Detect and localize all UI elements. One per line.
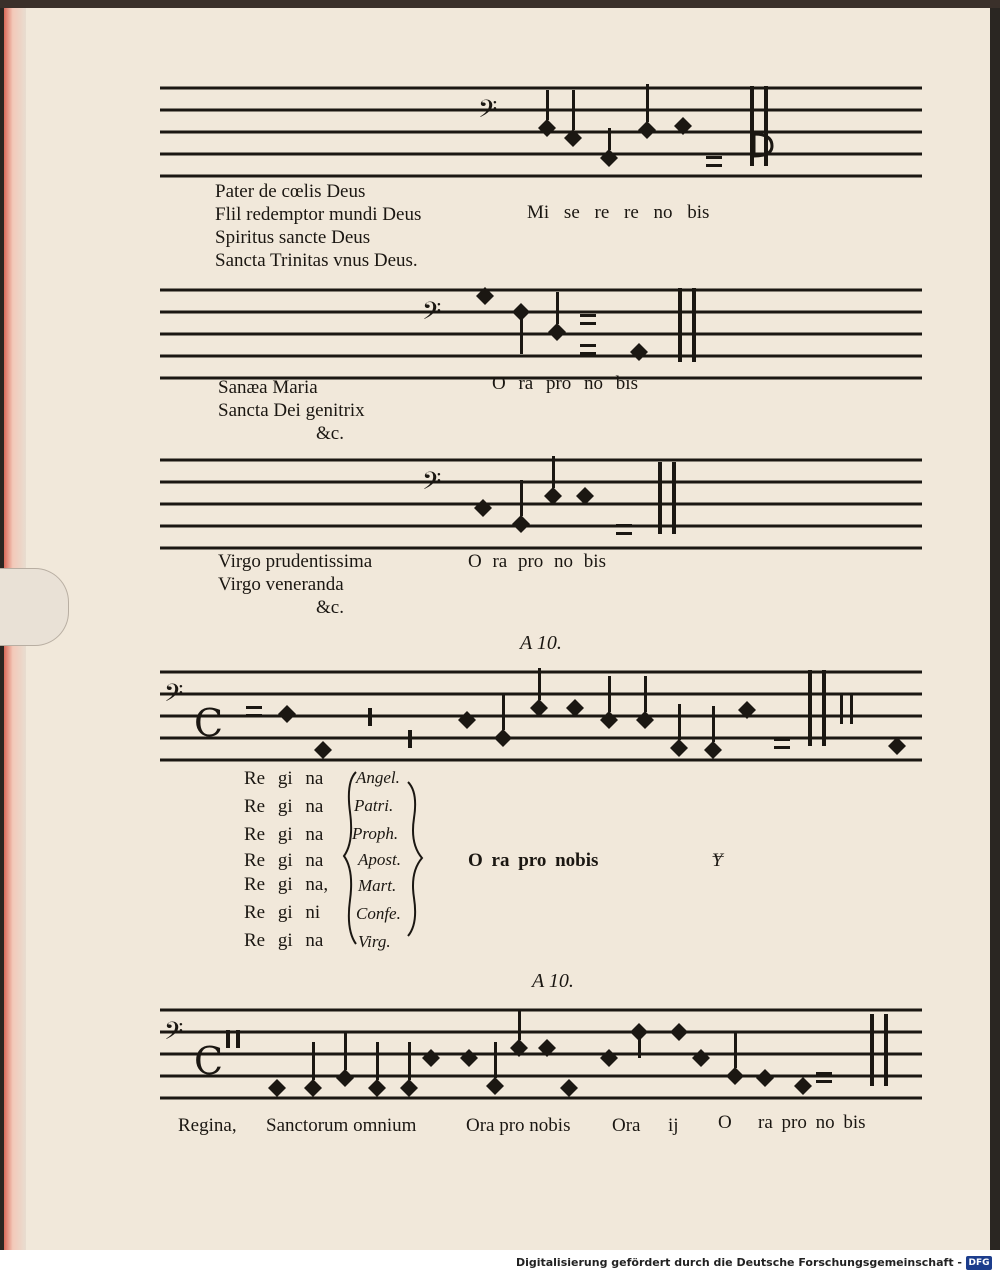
footer-credit: Digitalisierung gefördert durch die Deutsche Forschungsgemeinschaft - — [515, 1256, 962, 1269]
regina-7: Re gi na — [244, 930, 324, 951]
response-4: O ra pro nobis — [468, 850, 599, 871]
invocation-4: Sancta Trinitas vnus Deus. — [215, 250, 418, 271]
top-edge — [0, 0, 1000, 8]
brace-left — [340, 770, 360, 950]
sancti-o: O — [718, 1112, 732, 1133]
title-2: Patri. — [354, 796, 394, 815]
svg-text:𝄢: 𝄢 — [422, 297, 442, 332]
regina-5: Re gi na, — [244, 874, 329, 895]
invocation-5: Sanæa Maria — [218, 377, 318, 398]
svg-text:𝄢: 𝄢 — [164, 679, 184, 714]
title-3: Proph. — [352, 824, 399, 843]
regina-3: Re gi na — [244, 824, 324, 845]
invocation-6: Sancta Dei genitrix — [218, 400, 365, 421]
sancti-ij: ij — [668, 1115, 679, 1136]
title-6: Confe. — [356, 904, 401, 923]
invocation-2: Flil redemptor mundi Deus — [215, 204, 422, 225]
sancti-ora2: Ora — [612, 1115, 641, 1136]
section-header-1: A 10. — [520, 632, 562, 654]
invocation-8: Virgo prudentissima — [218, 551, 373, 572]
regina-6: Re gi ni — [244, 902, 321, 923]
invocation-1: Pater de cœlis Deus — [215, 181, 366, 202]
staff-4 — [160, 664, 925, 764]
title-5: Mart. — [358, 876, 397, 895]
invocation-9: Virgo veneranda — [218, 574, 344, 595]
svg-text:𝄢: 𝄢 — [164, 1017, 184, 1052]
title-4: Apost. — [358, 850, 401, 869]
svg-text:C: C — [194, 701, 224, 745]
staff-5 — [160, 1002, 925, 1102]
staff-2 — [160, 282, 925, 382]
response-1: Mi se re re no bis — [527, 202, 710, 223]
rest-sign: Ɏ — [712, 850, 723, 871]
invocation-7: &c. — [316, 423, 344, 444]
title-7: Virg. — [358, 932, 391, 951]
svg-text:C: C — [194, 1039, 224, 1083]
svg-text:𝄢: 𝄢 — [478, 95, 498, 130]
title-1: Angel. — [356, 768, 400, 787]
sancti-response: ra pro no bis — [758, 1112, 866, 1133]
footer-bar — [0, 1250, 1000, 1278]
scanner-clip — [0, 568, 69, 646]
regina-4: Re gi na — [244, 850, 324, 871]
response-2: O ra pro no bis — [492, 373, 638, 394]
regina-1: Re gi na — [244, 768, 324, 789]
staff-1 — [160, 80, 925, 180]
invocation-3: Spiritus sancte Deus — [215, 227, 371, 248]
svg-text:𝄢: 𝄢 — [422, 467, 442, 502]
response-3: O ra pro no bis — [468, 551, 606, 572]
regina-2: Re gi na — [244, 796, 324, 817]
section-header-2: A 10. — [532, 970, 574, 992]
sancti-ora: Ora pro nobis — [466, 1115, 571, 1136]
staff-3 — [160, 452, 925, 552]
sancti-omnium: Sanctorum omnium — [266, 1115, 417, 1136]
brace-right — [404, 780, 428, 940]
dfg-logo: DFG — [966, 1256, 992, 1270]
sancti-regina: Regina, — [178, 1115, 237, 1136]
invocation-10: &c. — [316, 597, 344, 618]
